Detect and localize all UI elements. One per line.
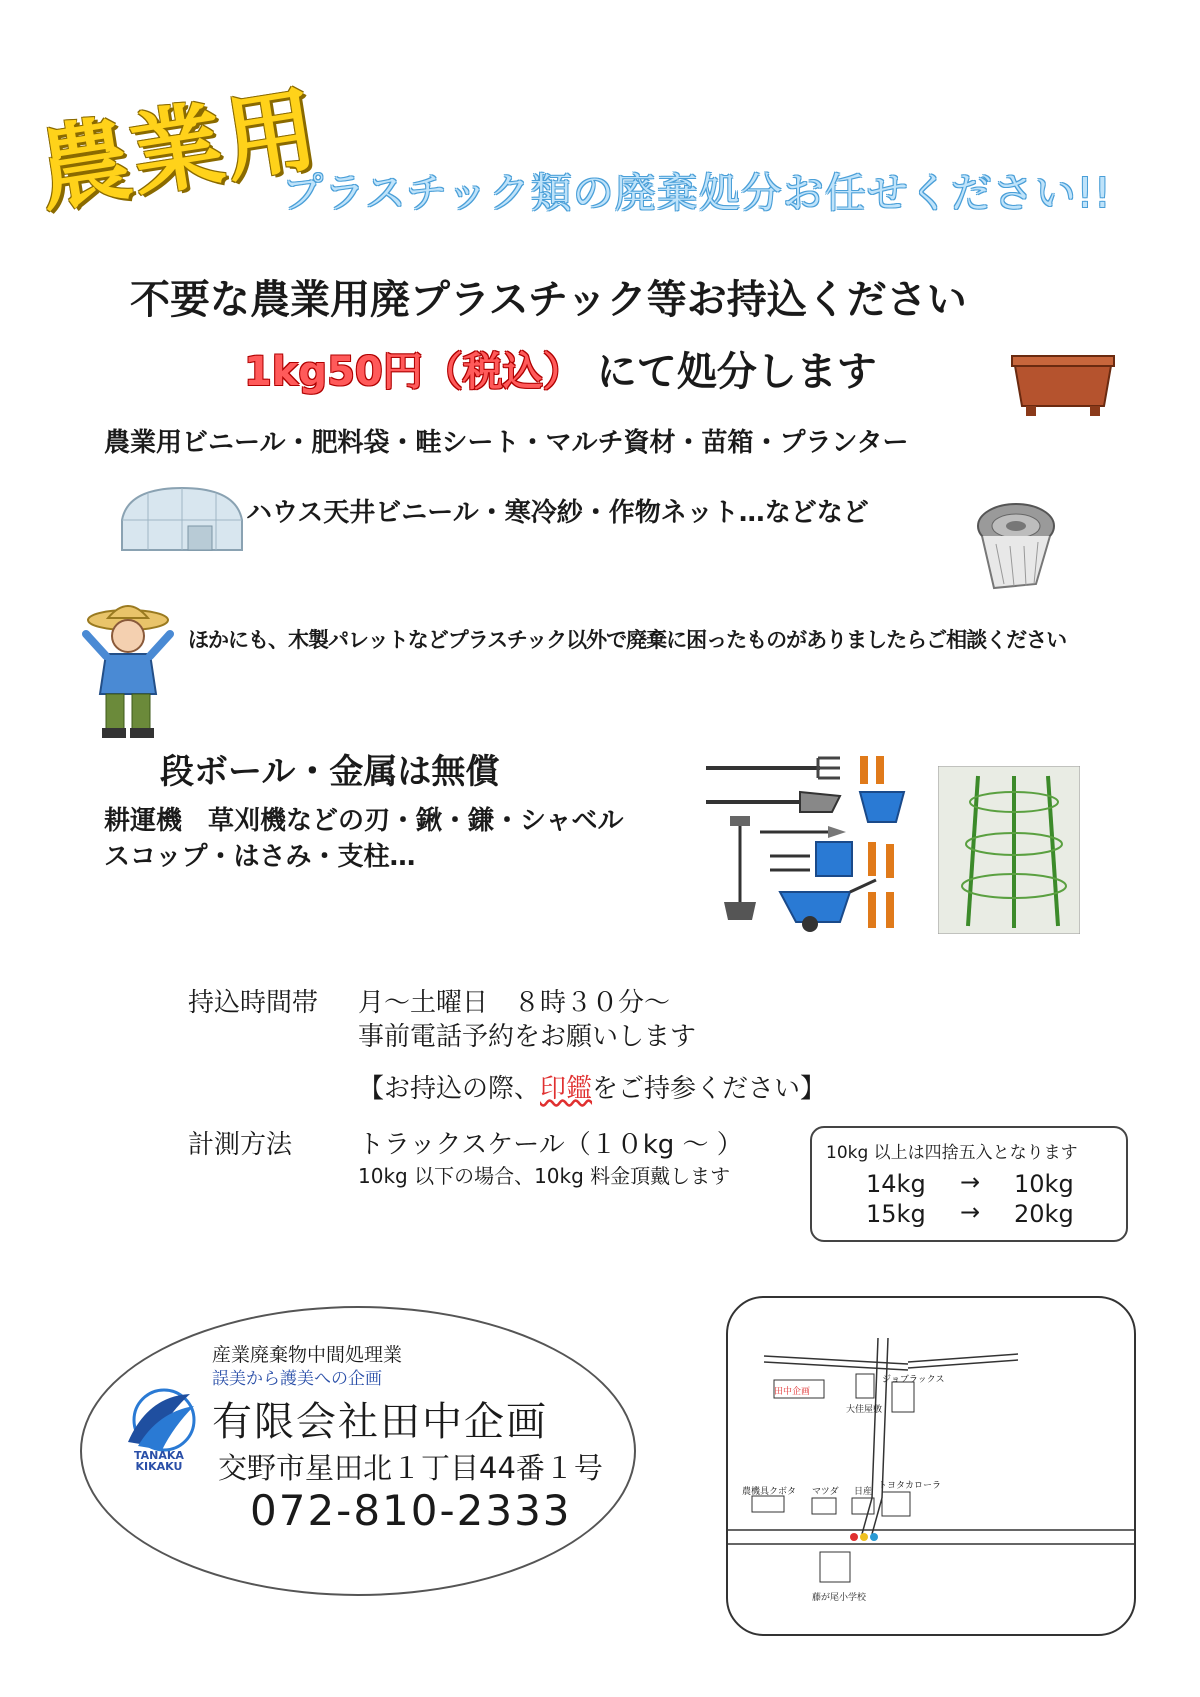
measure-label: 計測方法 <box>188 1130 293 1160</box>
seal-before: 【お持込の際、 <box>358 1074 541 1104</box>
map-label-toyota: トヨタカローラ <box>878 1481 942 1491</box>
company-logo-text <box>134 1450 184 1472</box>
consult-note: ほかにも、木製パレットなどプラスチック以外で廃棄に困ったものがありましたらご相談ください <box>188 628 1067 652</box>
rounding-row-2-to: 20kg <box>1014 1200 1074 1228</box>
price-highlight: 1kg50円（税込） <box>244 349 583 395</box>
plant-support-illustration <box>938 766 1080 934</box>
company-slogan: 誤美から護美への企画 <box>212 1369 382 1389</box>
map-label-mazda: マツダ <box>812 1487 839 1497</box>
rounding-title: 10kg 以上は四捨五入となります <box>826 1143 1078 1163</box>
net-roll-illustration <box>972 500 1056 592</box>
rounding-row-1-from: 14kg <box>866 1170 926 1198</box>
items-line-1: 農業用ビニール・肥料袋・畦シート・マルチ資材・苗箱・プランター <box>104 428 909 458</box>
map-label-nissan: 日産 <box>854 1487 873 1497</box>
free-heading: 段ボール・金属は無償 <box>160 752 500 792</box>
seal-word: 印鑑 <box>540 1074 593 1104</box>
company-type: 産業廃棄物中間処理業 <box>212 1344 403 1366</box>
planter-illustration <box>1010 352 1116 422</box>
rounding-row-1-to: 10kg <box>1014 1170 1074 1198</box>
items-line-2: ハウス天井ビニール・寒冷紗・作物ネット…などなど <box>246 498 869 528</box>
map-roads <box>728 1298 1136 1636</box>
map-label-school: 藤が尾小学校 <box>812 1593 867 1603</box>
free-items-line-1: 耕運機 草刈機などの刃・鍬・鎌・シャベル <box>104 806 624 836</box>
company-logo-icon <box>118 1386 198 1456</box>
hours-label: 持込時間帯 <box>188 988 319 1018</box>
farmer-illustration <box>76 594 176 744</box>
greenhouse-illustration <box>118 480 246 560</box>
hero-title: 農業用 <box>30 75 326 226</box>
map-label-kubota: 農機具クボタ <box>742 1487 797 1497</box>
hours-value: 月〜土曜日 ８時３０分〜 <box>358 988 671 1018</box>
map-label-joy: ジョブラックス <box>882 1375 945 1385</box>
seal-after: をご持参ください】 <box>592 1074 827 1104</box>
map-label-tanaka: 田中企画 <box>774 1387 811 1397</box>
measure-value: トラックスケール（１０kg ～ ） <box>358 1130 743 1160</box>
price-rest: にて処分します <box>596 349 877 395</box>
price-line <box>244 340 877 397</box>
rounding-row-1-arrow: → <box>960 1168 981 1196</box>
company-address: 交野市星田北１丁目44番１号 <box>218 1451 603 1485</box>
access-map <box>726 1296 1136 1636</box>
company-name: 有限会社田中企画 <box>212 1399 548 1445</box>
logo-line-2: KIKAKU <box>135 1460 183 1473</box>
measure-note: 10kg 以下の場合、10kg 料金頂戴します <box>358 1164 731 1188</box>
tools-illustration <box>700 752 916 936</box>
logo-line-1: TANAKA <box>134 1449 184 1462</box>
hero-subtitle: プラスチック類の廃棄処分お任せください!! <box>282 169 1112 217</box>
seal-note <box>358 1068 826 1105</box>
rounding-row-2-arrow: → <box>960 1198 981 1226</box>
reservation-note: 事前電話予約をお願いします <box>358 1022 697 1052</box>
company-phone: 072-810-2333 <box>250 1486 572 1535</box>
headline: 不要な農業用廃プラスチック等お持込ください <box>130 277 967 323</box>
free-items-line-2: スコップ・はさみ・支柱… <box>104 842 416 872</box>
rounding-row-2-from: 15kg <box>866 1200 926 1228</box>
map-label-okubo: 大佳屋敷 <box>846 1405 883 1415</box>
